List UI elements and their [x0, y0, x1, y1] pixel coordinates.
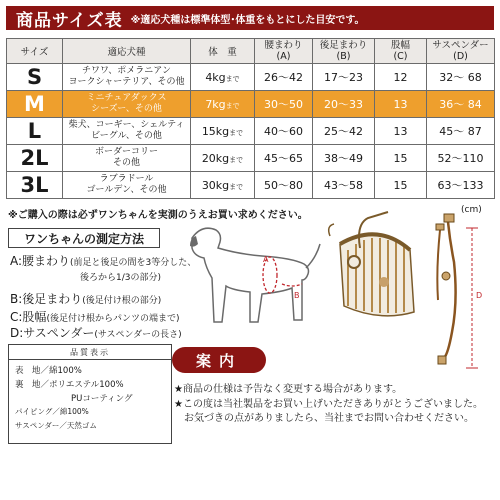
waist-cell: 45～65 — [255, 145, 313, 172]
measure-a-note2: 後ろから1/3の部分) — [80, 273, 161, 283]
size-cell: 3L — [7, 172, 63, 199]
waist-cell: 26～42 — [255, 64, 313, 91]
size-cell: M — [7, 91, 63, 118]
breed-cell: ミニチュアダックス シーズー、その他 — [63, 91, 191, 118]
guide-title: 案内 — [172, 347, 266, 373]
crotch-cell: 15 — [375, 145, 427, 172]
weight-cell: 30kgまで — [191, 172, 255, 199]
measure-b-note: (後足付け根の部分) — [82, 296, 162, 306]
diagram-label-a: A — [263, 255, 269, 264]
suspender-cell: 63～133 — [427, 172, 495, 199]
quality-row: PUコーティング — [71, 394, 133, 404]
col-header: 腰まわり (A) — [255, 39, 313, 64]
dog-diagram — [190, 228, 320, 322]
measure-a-note: (前足と後足の間を3等分した、 — [70, 258, 197, 268]
crotch-cell: 15 — [375, 172, 427, 199]
suspender-cell: 45～ 87 — [427, 118, 495, 145]
col-header: サスペンダー (D) — [427, 39, 495, 64]
crotch-cell: 13 — [375, 118, 427, 145]
hind-leg-cell: 20～33 — [313, 91, 375, 118]
guide-line: お気づきの点がありましたら、当社までお問い合わせください。 — [174, 413, 474, 424]
waist-cell: 30～50 — [255, 91, 313, 118]
pants-illustration — [329, 212, 414, 316]
col-header: 体 重 — [191, 39, 255, 64]
size-cell: 2L — [7, 145, 63, 172]
title-note: ※適応犬種は標準体型･体重をもとにした目安です。 — [130, 14, 365, 26]
col-header: 適応犬種 — [63, 39, 191, 64]
col-header: サイズ — [7, 39, 63, 64]
hind-leg-cell: 38～49 — [313, 145, 375, 172]
measure-c-label: C:股幅 — [10, 310, 47, 324]
suspender-cell: 36～ 84 — [427, 91, 495, 118]
quality-row: サスペンダー／天然ゴム — [15, 421, 97, 430]
size-cell: L — [7, 118, 63, 145]
diagram-label-b: B — [294, 291, 300, 300]
hind-leg-cell: 43～58 — [313, 172, 375, 199]
quality-row: 裏 地／ポリエステル100% — [15, 380, 124, 390]
unit-label: (cm) — [461, 205, 482, 215]
weight-cell: 4kgまで — [191, 64, 255, 91]
breed-cell: 柴犬、コーギー、シェルティ ビーグル、その他 — [63, 118, 191, 145]
col-header: 後足まわり (B) — [313, 39, 375, 64]
measure-d-note: (サスペンダーの長さ) — [94, 330, 182, 340]
breed-cell: ラブラドール ゴールデン、その他 — [63, 172, 191, 199]
quality-row: 表 地／綿100% — [15, 366, 82, 376]
guide-line: ★商品の仕様は予告なく変更する場合があります。 — [174, 384, 403, 395]
suspender-illustration — [436, 214, 482, 368]
weight-cell: 20kgまで — [191, 145, 255, 172]
measure-b-label: B:後足まわり — [10, 292, 83, 306]
weight-cell: 15kgまで — [191, 118, 255, 145]
page-title: 商品サイズ表 — [16, 10, 123, 31]
suspender-cell: 52～110 — [427, 145, 495, 172]
guide-line: ★この度は当社製品をお買い上げいただきありがとうございました。 — [174, 399, 483, 410]
measure-d-label: D:サスペンダー — [10, 326, 95, 340]
measure-c-note: (後足付け根からパンツの端まで) — [46, 314, 180, 324]
hind-leg-cell: 25～42 — [313, 118, 375, 145]
breed-cell: チワワ、ポメラニアン ヨークシャーテリア、その他 — [63, 64, 191, 91]
quality-title: 品質表示 — [9, 345, 171, 360]
breed-cell: ボーダーコリー その他 — [63, 145, 191, 172]
measure-a-label: A:腰まわり — [10, 254, 71, 268]
waist-cell: 40～60 — [255, 118, 313, 145]
suspender-cell: 32～ 68 — [427, 64, 495, 91]
size-cell: S — [7, 64, 63, 91]
weight-cell: 7kgまで — [191, 91, 255, 118]
crotch-cell: 12 — [375, 64, 427, 91]
diagram-label-d: D — [476, 291, 483, 300]
quality-row: パイピング／綿100% — [15, 407, 89, 416]
crotch-cell: 13 — [375, 91, 427, 118]
measure-title: ワンちゃんの測定方法 — [8, 228, 160, 248]
purchase-notice: ※ご購入の際は必ずワンちゃんを実測のうえお買い求めください。 — [8, 210, 308, 221]
hind-leg-cell: 17～23 — [313, 64, 375, 91]
col-header: 股幅 (C) — [375, 39, 427, 64]
waist-cell: 50～80 — [255, 172, 313, 199]
